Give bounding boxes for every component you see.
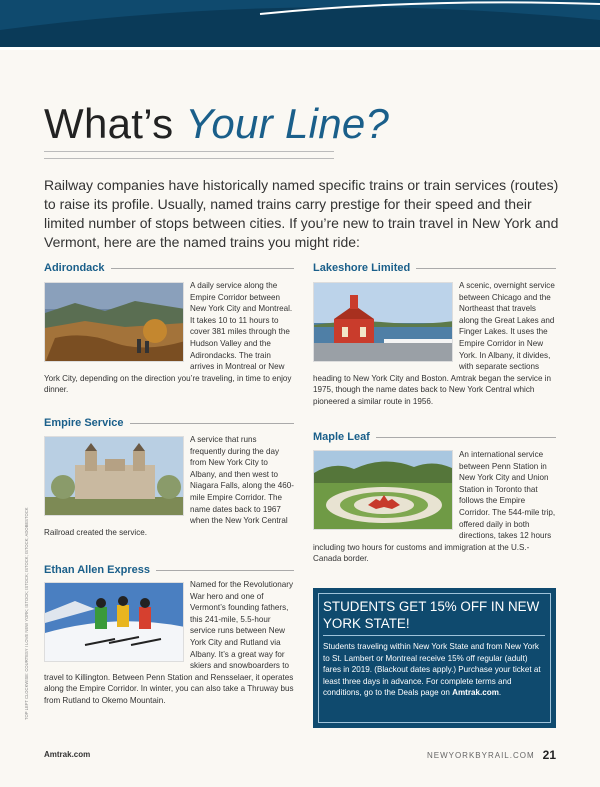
adirondack-heading: Adirondack — [44, 262, 294, 274]
footer-site: NEWYORKBYRAIL.COM — [426, 750, 535, 760]
photo-wrap-spacer — [313, 449, 459, 533]
maple-leaf-heading: Maple Leaf — [313, 431, 556, 443]
empire-service-heading: Empire Service — [44, 417, 294, 429]
lakeshore-heading: Lakeshore Limited — [313, 262, 556, 274]
footer-amtrak-url: Amtrak.com — [44, 750, 91, 759]
empire-service-text: A service that runs frequently during the day from New York City to Albany, and then west to Niagara Falls, along the 460-mile Empire Corridor. The name dates back to 1967 when the New York Central Railroad created the service. — [44, 435, 294, 537]
photo-wrap-spacer — [313, 280, 459, 364]
promo-text: Students traveling within New York State and from New York to St. Lambert or Montreal receive 15% off regular (adult) fares in 2019. (Blackout dates apply.) Purchase your ticket at least three days in advance. For complete terms and conditions, go to the Deals page on Amtrak.com. — [323, 642, 541, 698]
photo-credit: TOP LEFT CLOCKWISE: COURTESY I LOVE NEW YORK; ISTOCK; ISTOCK; ISTOCK; ISTOCK; ADOBESTOCK — [24, 507, 29, 720]
photo-wrap-spacer — [44, 579, 190, 663]
page-title: What’s Your Line? — [44, 100, 390, 147]
maple-leaf-text: An international service between Penn Station in New York City and Union Station in Toronto that follows the Empire Corridor. The 544-mile trip, offered daily in both directions, takes 12 hours including two hours for customs and immigration at the U.S.-Canada border. — [313, 450, 556, 564]
header-band — [0, 0, 600, 50]
header-stripe-graphic — [0, 0, 600, 50]
ethan-allen-text: Named for the Revolutionary War hero and one of Vermont’s founding fathers, this 241-mile, 5.5-hour service runs between New York City and Rutland via Albany. It’s a great way for skiers and snowboarders to travel to Killington. Between Penn Station and Rensselaer, it operates along the Empire Corridor. In winter, you can also take a Thruway bus from Rutland to Okemo Mountain. — [44, 580, 294, 705]
promo-title: STUDENTS GET 15% OFF IN NEW YORK STATE! — [323, 599, 540, 631]
photo-wrap-spacer — [44, 280, 190, 364]
intro-paragraph: Railway companies have historically named specific trains or train services (routes) to raise its profile. Usually, named trains carry prestige for their speed and their limited number of stops between cities. If you’re new to train travel in New York and Vermont, here are the named trains you might ride: — [44, 177, 559, 250]
amtrak-link[interactable]: Amtrak.com — [452, 688, 499, 698]
promo-rule — [323, 635, 545, 636]
footer-right — [427, 748, 556, 762]
ethan-allen-heading: Ethan Allen Express — [44, 564, 294, 576]
photo-wrap-spacer — [44, 434, 190, 518]
student-discount-box — [313, 588, 556, 728]
title-rule-top — [44, 151, 334, 152]
adirondack-text: A daily service along the Empire Corridor between New York City and Montreal. It takes 10 to 11 hours to cover 381 miles through the Hudson Valley and the Adirondacks. The train arrives in Montreal or New York City, depending on the direction you’re traveling, in time to enjoy dinner. — [44, 281, 293, 395]
lakeshore-text: A scenic, overnight service between Chicago and the Northeast that travels along the Great Lakes and Finger Lakes. It uses the Empire Corridor in New York. In Albany, it divides, with separate sections heading to New York City and Boston. Amtrak began the service in 1975, though the name dates back to New York Central which pioneered a similar route in 1956. — [313, 281, 555, 406]
title-rule-bottom — [44, 158, 334, 159]
page-number: 21 — [542, 748, 556, 762]
